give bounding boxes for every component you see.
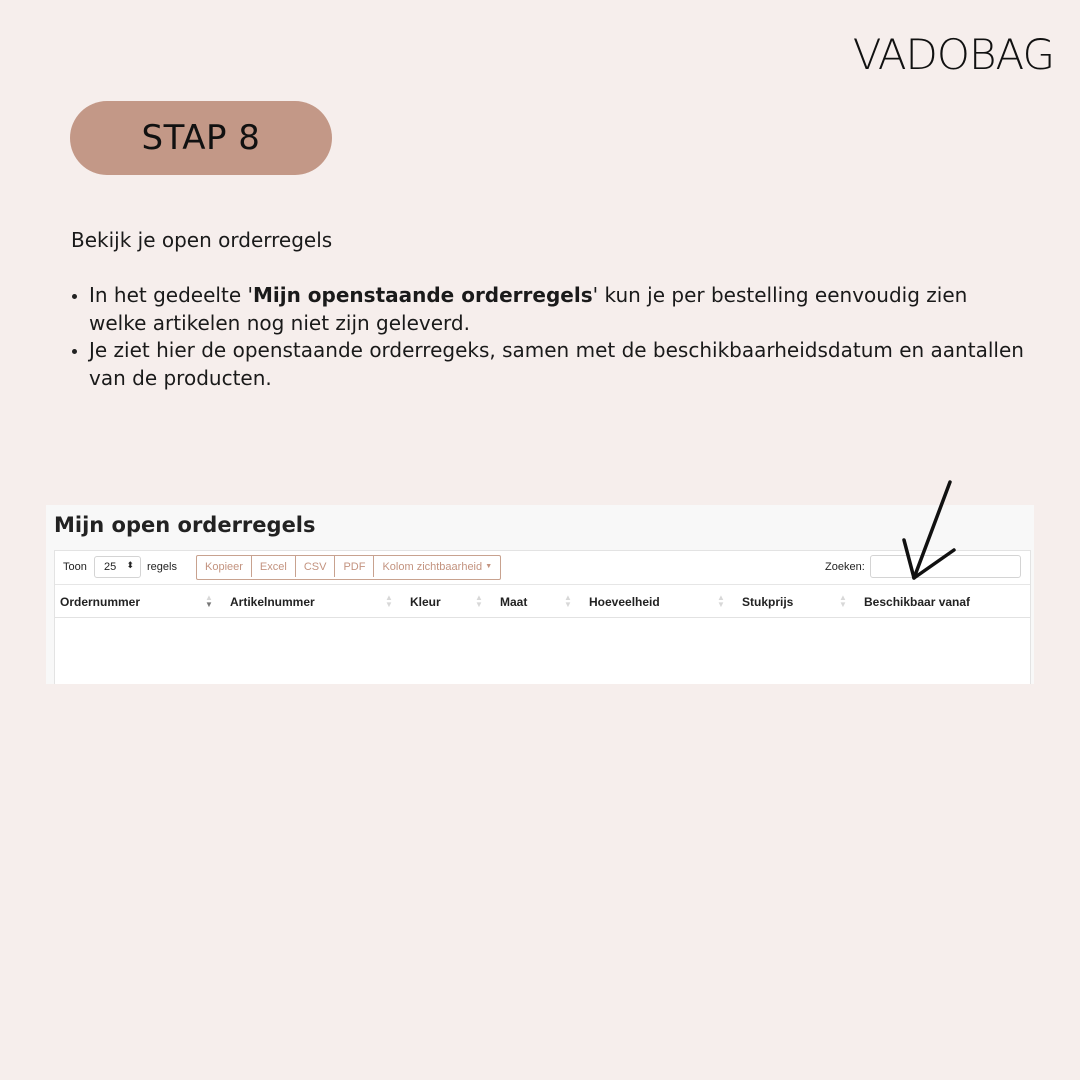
- list-item: [71, 337, 1031, 392]
- intro-text: Bekijk je open orderregels: [71, 228, 333, 252]
- page-size-select[interactable]: [94, 556, 141, 578]
- rows-label: regels: [147, 561, 177, 573]
- vadobag-logo: VADOBAG: [852, 30, 1054, 79]
- bullet-text-pre: In het gedeelte ': [89, 283, 253, 307]
- sort-updown-icon: ⬍: [126, 560, 134, 570]
- bullet-text-post: ' kun je per bestelling eenvoudig zien welke artikelen nog niet zijn geleverd.: [89, 283, 968, 335]
- table-header: [55, 585, 1030, 618]
- page-size-value: 25: [104, 561, 117, 573]
- column-visibility-label: Kolom zichtbaarheid: [382, 561, 483, 573]
- orders-screenshot: [46, 505, 1034, 684]
- caret-down-icon: ▼: [485, 563, 493, 570]
- column-visibility-button[interactable]: [374, 556, 500, 577]
- sort-icon[interactable]: ▲ ▼: [205, 593, 213, 609]
- export-button-group: [196, 555, 501, 580]
- orders-table-panel: [54, 550, 1031, 684]
- sort-icon[interactable]: ▲ ▼: [564, 593, 572, 609]
- show-label: Toon: [63, 561, 87, 573]
- list-item: [71, 282, 1031, 337]
- column-header-maat[interactable]: Maat: [500, 595, 528, 609]
- sort-icon[interactable]: ▲ ▼: [717, 593, 725, 609]
- step-label: STAP 8: [141, 118, 261, 158]
- column-header-beschikbaar-vanaf[interactable]: Beschikbaar vanaf: [864, 595, 971, 609]
- excel-button[interactable]: Excel: [252, 556, 296, 577]
- bullet-text-bold: Mijn openstaande orderregels: [252, 283, 593, 307]
- column-header-kleur[interactable]: Kleur: [410, 595, 441, 609]
- column-header-hoeveelheid[interactable]: Hoeveelheid: [589, 595, 660, 609]
- column-header-artikelnummer[interactable]: Artikelnummer: [230, 595, 315, 609]
- screenshot-title: Mijn open orderregels: [54, 513, 316, 537]
- bullet-text: Je ziet hier de openstaande orderregeks, samen met de beschikbaarheidsdatum en aantallen van de producten.: [89, 338, 1024, 390]
- column-header-stukprijs[interactable]: Stukprijs: [742, 595, 794, 609]
- sort-icon[interactable]: ▲ ▼: [475, 593, 483, 609]
- sort-icon[interactable]: ▲ ▼: [839, 593, 847, 609]
- column-header-ordernummer[interactable]: Ordernummer: [60, 595, 141, 609]
- step-badge: [70, 101, 332, 175]
- instruction-list: [71, 282, 1031, 392]
- pdf-button[interactable]: PDF: [335, 556, 374, 577]
- csv-button[interactable]: CSV: [296, 556, 336, 577]
- down-left-arrow-icon: [890, 478, 960, 588]
- sort-icon[interactable]: ▲ ▼: [385, 593, 393, 609]
- table-toolbar: [55, 551, 1030, 585]
- search-label: Zoeken:: [825, 561, 865, 573]
- copy-button[interactable]: Kopieer: [197, 556, 252, 577]
